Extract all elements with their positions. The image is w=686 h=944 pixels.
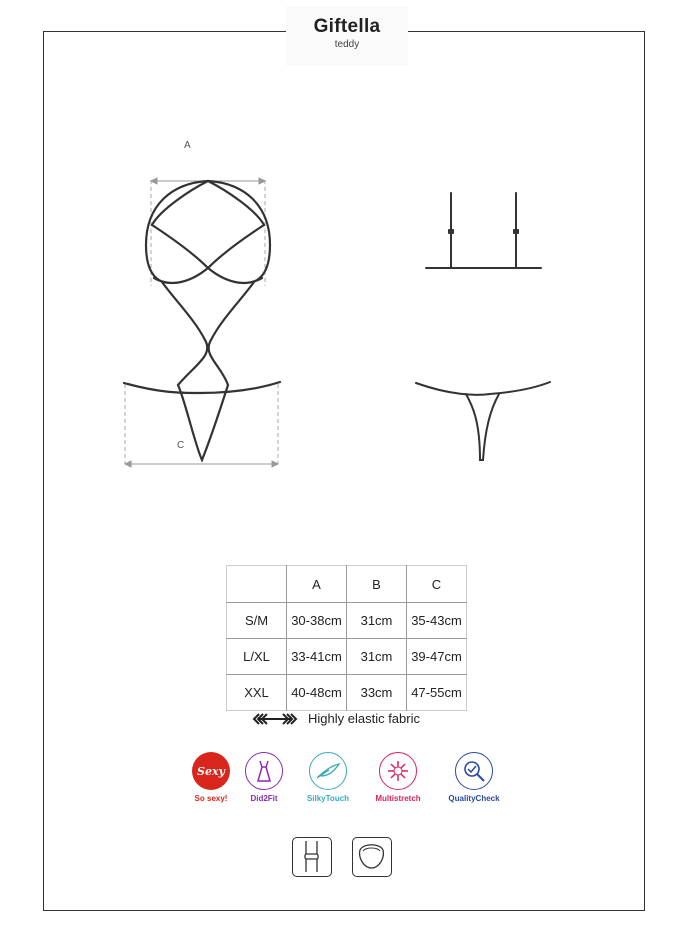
elastic-note [252,711,420,726]
strap-slider-left [448,229,454,234]
header-cell-a: A [287,566,347,603]
badge-label: So sexy! [194,794,228,803]
table-row [227,675,467,711]
product-title: Giftella [313,16,381,37]
elastic-note-text: Highly elastic fabric [308,711,420,726]
value-cell-c: 47-55cm [407,675,467,711]
strap-slider-right [513,229,519,234]
adjustable-strap-icon [292,837,332,877]
badge-silkytouch [293,752,363,803]
value-cell-a: 30-38cm [287,603,347,639]
table-header-row [227,566,467,603]
teddy-front-view [124,181,280,460]
header-cell-c: C [407,566,467,603]
table-row [227,603,467,639]
value-cell-b: 31cm [347,603,407,639]
product-subtitle: teddy [334,39,360,50]
badge-label: Did2Fit [250,794,278,803]
stretch-arrows-icon [379,752,417,790]
dimension-c-label: C [177,440,185,451]
sexy-icon-text: Sexy [197,764,225,778]
badge-did2fit [229,752,299,803]
stretch-arrow-icon [252,713,298,725]
value-cell-b: 31cm [347,639,407,675]
value-cell-a: 40-48cm [287,675,347,711]
badge-multistretch [363,752,433,803]
header-cell-size [227,566,287,603]
value-cell-c: 35-43cm [407,603,467,639]
cup-shape-icon [352,837,392,877]
table-row [227,639,467,675]
sexy-lips-icon [192,752,230,790]
size-cell: XXL [227,675,287,711]
badge-label: Multistretch [375,794,421,803]
value-cell-a: 33-41cm [287,639,347,675]
badge-label: SilkyTouch [306,794,350,803]
size-cell: L/XL [227,639,287,675]
magnifier-check-icon [455,752,493,790]
teddy-back-view [416,193,550,460]
header-cell-b: B [347,566,407,603]
feature-badges [176,752,512,822]
dress-fit-icon [245,752,283,790]
dimension-a-label: A [184,140,191,151]
value-cell-b: 33cm [347,675,407,711]
size-chart-table [226,565,467,711]
value-cell-c: 39-47cm [407,639,467,675]
badge-label: QualityCheck [448,794,500,803]
feather-icon [309,752,347,790]
badge-qualitycheck [439,752,509,803]
size-cell: S/M [227,603,287,639]
